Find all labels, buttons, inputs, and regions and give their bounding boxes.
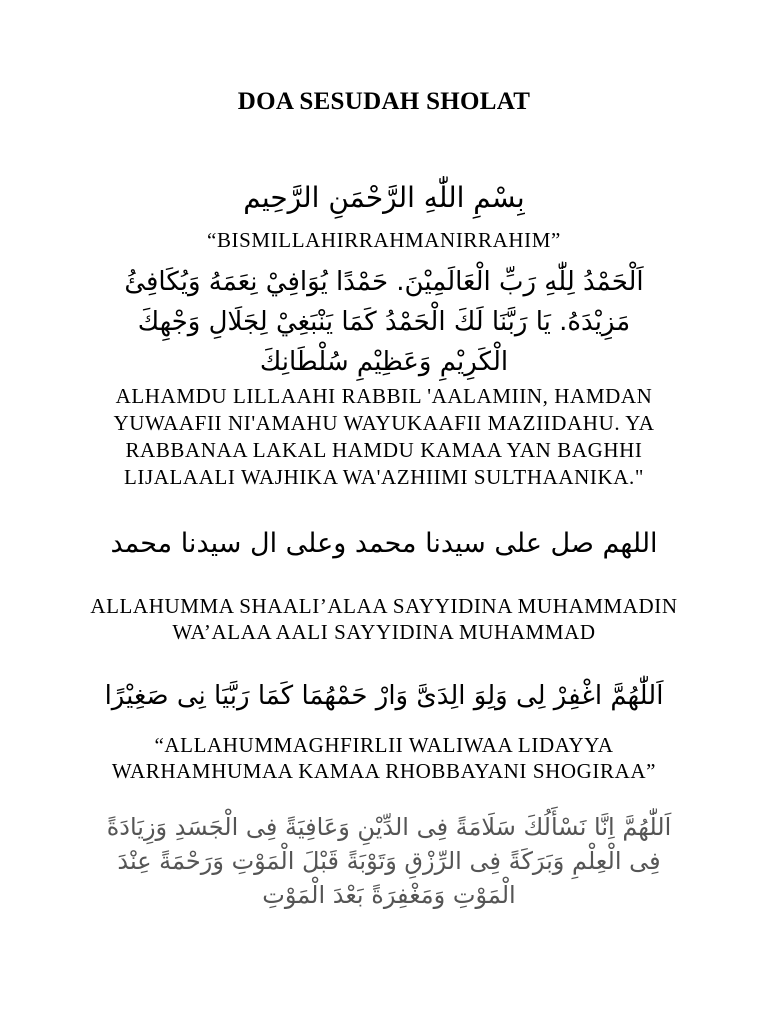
doa-orang-tua-arabic: اَللّٰهُمَّ اغْفِرْ لِى وَلِوَ الِدَىَّ وَارْ حَمْهُمَا كَمَا رَبَّيَا نِى صَغِيْرًا <box>104 681 664 711</box>
doa-orang-tua-transliteration: “ALLAHUMMAGHFIRLII WALIWAA LIDAYYA WARHAMHUMAA KAMAA RHOBBAYANI SHOGIRAA” <box>111 733 657 783</box>
page-title: DOA SESUDAH SHOLAT <box>237 88 531 115</box>
doa-keselamatan-arabic: اَللّٰهُمَّ اِنَّا نَسْأَلُكَ سَلَامَةً فِى الدِّيْنِ وَعَافِيَةً فِى الْجَسَدِ وَزِيَادَةً فِى الْعِلْمِ وَبَرَكَةً فِى الرِّزْقِ وَتَوْبَةً قَبْلَ الْمَوْتِ وَرَحْمَةً عِنْدَ الْمَوْتِ وَمَغْفِرَةً بَعْدَ الْمَوْتِ <box>106 813 672 909</box>
hamdalah-arabic: اَلْحَمْدُ لِلّٰهِ رَبِّ الْعَالَمِيْنَ. حَمْدًا يُوَافِيْ نِعَمَهُ وَيُكَافِئُ مَزِيْدَهُ. يَا رَبَّنَا لَكَ الْحَمْدُ كَمَا يَنْبَغِيْ لِجَلَالِ وَجْهِكَ الْكَرِيْمِ وَعَظِيْمِ سُلْطَانِكَ <box>124 267 644 377</box>
sholawat-transliteration: ALLAHUMMA SHAALI’ALAA SAYYIDINA MUHAMMADIN WA’ALAA AALI SAYYIDINA MUHAMMAD <box>90 594 678 644</box>
hamdalah-transliteration: ALHAMDU LILLAAHI RABBIL 'AALAMIIN, HAMDAN YUWAAFII NI'AMAHU WAYUKAAFII MAZIIDAHU. YA RABBANAA LAKAL HAMDU KAMAA YAN BAGHHI LIJALAALI WAJHIKA WA'AZHIIMI SULTHAANIKA." <box>113 384 655 489</box>
sholawat-arabic: اللهم صل على سيدنا محمد وعلى ال سيدنا محمد <box>110 528 658 559</box>
bismillah-transliteration: “BISMILLAHIRRAHMANIRRAHIM” <box>207 228 561 252</box>
bismillah-arabic: بِسْمِ اللّٰهِ الرَّحْمَنِ الرَّحِيم <box>243 181 525 214</box>
